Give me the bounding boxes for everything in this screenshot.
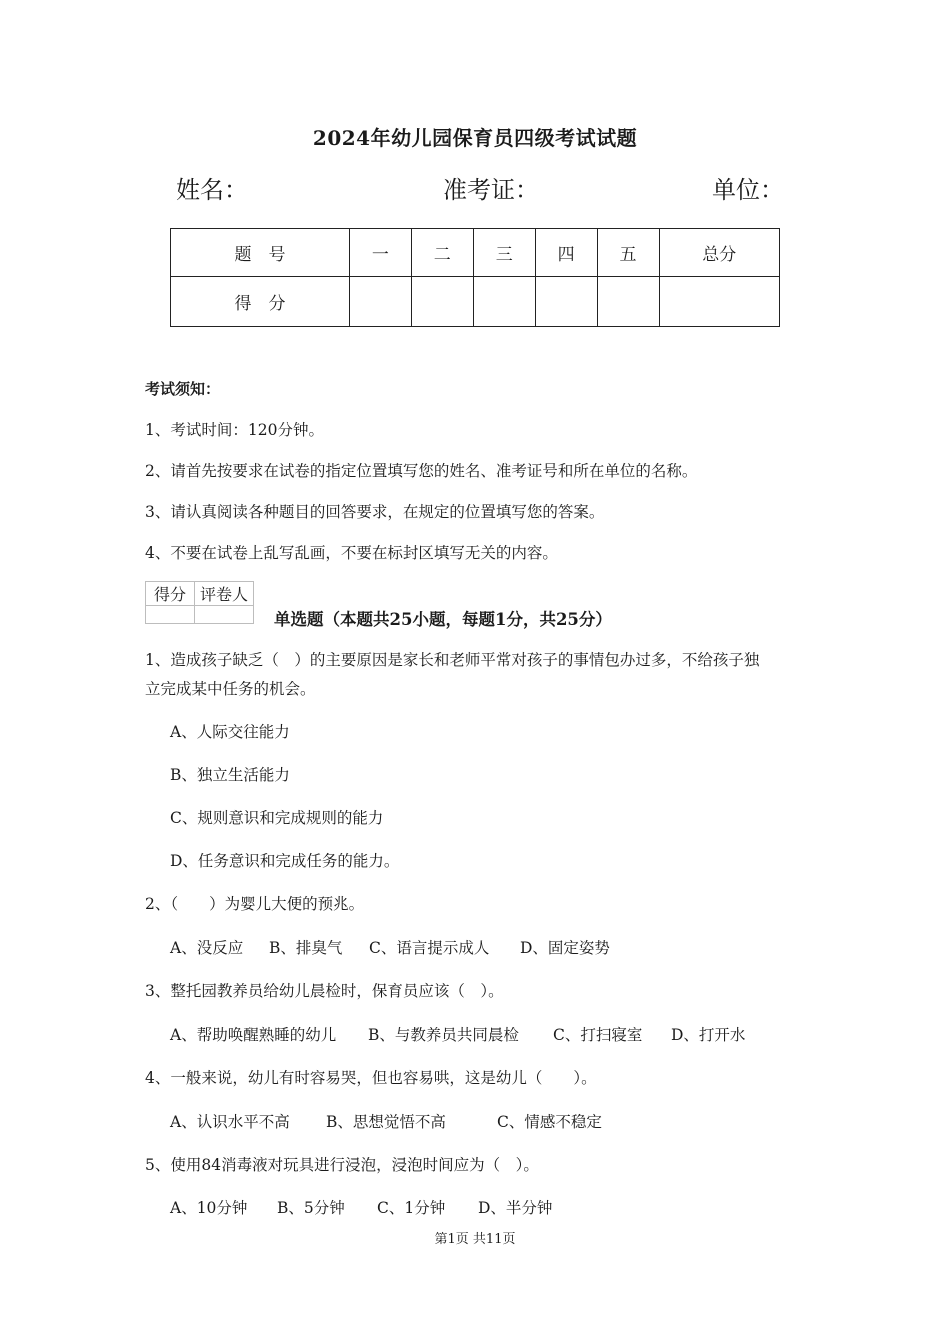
score-table-header-cell: 五 [597,229,659,277]
question-text: 2、（ ）为婴儿大便的预兆。 [145,895,365,913]
score-table [170,228,780,327]
page-title: 2024年幼儿园保育员四级考试试题 [312,126,638,150]
question-text: 立完成某中任务的机会。 [145,680,316,698]
score-cell[interactable] [349,277,411,327]
grader-reviewer-cell[interactable] [195,606,254,624]
score-cell[interactable] [411,277,473,327]
score-cell[interactable] [659,277,779,327]
score-cell[interactable] [597,277,659,327]
score-table-header-cell: 二 [411,229,473,277]
score-table-header-row [171,229,780,277]
score-table-header-cell: 总分 [659,229,779,277]
page-footer: 第1页 共11页 [434,1232,516,1247]
name-label: 姓名： [176,176,248,204]
answer-option: A、人际交往能力 [170,723,290,741]
exam-id-label: 准考证： [443,176,539,204]
score-table-header-cell: 四 [535,229,597,277]
answer-option: A、没反应 [170,939,244,957]
answer-option: C、1分钟 [377,1199,446,1217]
grader-reviewer-label: 评卷人 [195,582,254,606]
answer-option: C、语言提示成人 [369,939,490,957]
answer-option: C、打扫寝室 [553,1026,643,1044]
score-cell[interactable] [535,277,597,327]
answer-option: D、固定姿势 [520,939,610,957]
grader-box [145,581,254,624]
answer-option: D、半分钟 [478,1199,553,1217]
answer-option: B、独立生活能力 [170,766,290,784]
score-row-label: 得 分 [171,277,350,327]
answer-option: D、任务意识和完成任务的能力。 [170,852,400,870]
answer-option: B、排臭气 [269,939,343,957]
answer-option: A、帮助唤醒熟睡的幼儿 [170,1026,337,1044]
score-cell[interactable] [473,277,535,327]
answer-option: A、10分钟 [170,1199,248,1217]
answer-option: B、思想觉悟不高 [326,1113,446,1131]
notice-item: 2、请首先按要求在试卷的指定位置填写您的姓名、准考证号和所在单位的名称。 [145,462,698,480]
question-text: 1、造成孩子缺乏（ ）的主要原因是家长和老师平常对孩子的事情包办过多，不给孩子独 [145,651,760,669]
notice-heading: 考试须知： [145,380,221,398]
score-table-score-row [171,277,780,327]
notice-item: 1、考试时间：120分钟。 [145,421,324,439]
grader-score-label: 得分 [146,582,195,606]
answer-option: B、与教养员共同晨检 [368,1026,519,1044]
score-table-header-cell: 一 [349,229,411,277]
answer-option: C、情感不稳定 [497,1113,602,1131]
notice-item: 4、不要在试卷上乱写乱画，不要在标封区填写无关的内容。 [145,544,558,562]
grader-score-cell[interactable] [146,606,195,624]
answer-option: D、打开水 [671,1026,746,1044]
answer-option: C、规则意识和完成规则的能力 [170,809,384,827]
answer-option: B、5分钟 [277,1199,345,1217]
score-table-header-cell: 三 [473,229,535,277]
notice-item: 3、请认真阅读各种题目的回答要求，在规定的位置填写您的答案。 [145,503,605,521]
unit-label: 单位： [712,176,784,204]
question-text: 3、整托园教养员给幼儿晨检时，保育员应该（ ）。 [145,982,504,1000]
section-title: 单选题（本题共25小题，每题1分，共25分） [274,610,612,629]
question-text: 4、一般来说，幼儿有时容易哭，但也容易哄，这是幼儿（ ）。 [145,1069,597,1087]
score-table-header-cell: 题 号 [171,229,350,277]
answer-option: A、认识水平不高 [170,1113,290,1131]
question-text: 5、使用84消毒液对玩具进行浸泡，浸泡时间应为（ ）。 [145,1156,539,1174]
